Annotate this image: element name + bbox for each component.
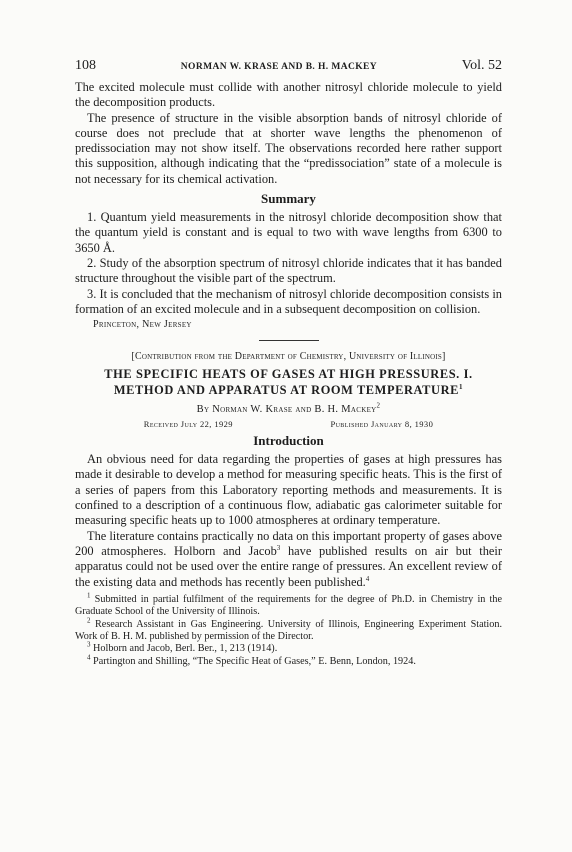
article-authors: By Norman W. Krase and B. H. Mackey$^2$ <box>196 401 381 416</box>
footnote: $^1$ Submitted in partial fulfilment of the requirements for the degree of Ph.D. in Chemistry in the Graduate School of the University of Illinois. <box>75 591 502 618</box>
article-dates <box>95 419 482 429</box>
footnote-marker: 1 <box>459 383 464 392</box>
summary-item: 3. It is concluded that the mechanism of nitrosyl chloride decomposition consists in formation of an excited molecule and in a subsequent decomposition on collision. <box>75 286 502 316</box>
footnote: $^3$ Holborn and Jacob, Berl. Ber., 1, 213 (1914). <box>87 641 278 655</box>
prev-article-paragraph: The presence of structure in the visible absorption bands of nitrosyl chloride of course does not preclude that at shorter wave lengths the phenomenon of predissociation may not show itself. The observations recorded here rather support this supposition, although indicating that the “predissociation” state of a molecule is not necessary for its chemical activation. <box>75 110 502 186</box>
prev-article-paragraph: The excited molecule must collide with another nitrosyl chloride molecule to yield the decomposition products. <box>75 80 502 110</box>
footnote-marker: 4 <box>365 574 370 583</box>
author-location: Princeton, New Jersey <box>93 319 192 331</box>
published-date: Published January 8, 1930 <box>330 419 434 430</box>
footnote-marker: 3 <box>276 543 281 552</box>
footnote-marker: 2 <box>376 401 381 410</box>
page-number: 108 <box>75 58 96 73</box>
intro-heading: Introduction <box>253 433 324 449</box>
article-title <box>75 366 502 398</box>
summary-item: 2. Study of the absorption spectrum of nitrosyl chloride indicates that it has banded structure throughout the visible part of the spectrum. <box>75 255 502 286</box>
intro-paragraph: The literature contains practically no data on this important property of gases above 200 atmospheres. Holborn and Jacob$^3$ have published results on air but their apparatus could not be used over the entire range of pressures. An excellent review of the existing data and methods has recently been published.$^4$ <box>75 528 502 589</box>
section-divider <box>259 340 319 341</box>
volume-label: Vol. 52 <box>461 58 502 73</box>
title-line: METHOD AND APPARATUS AT ROOM TEMPERATURE$^1$ <box>113 383 464 398</box>
page-header <box>75 58 502 80</box>
journal-page <box>75 58 502 668</box>
footnote: $^4$ Partington and Shilling, “The Specific Heat of Gases,” E. Benn, London, 1924. <box>87 653 416 667</box>
intro-paragraph: An obvious need for data regarding the properties of gases at high pressures has made it desirable to develop a method for measuring specific heats. This is the first of a series of papers from this Laboratory reporting methods and measurements. It is confined to a description of a continuous flow, adiabatic gas calorimeter suitable for measuring specific heats up to 1000 atmospheres at ordinary temperature. <box>75 452 502 528</box>
contribution-line: [Contribution from the Department of Chemistry, University of Illinois] <box>131 351 446 363</box>
summary-item: 1. Quantum yield measurements in the nitrosyl chloride decomposition show that the quantum yield is constant and is equal to two with wave lengths from 6300 to 3650 Å. <box>75 210 502 255</box>
received-date: Received July 22, 1929 <box>143 419 233 430</box>
title-line: THE SPECIFIC HEATS OF GASES AT HIGH PRESSURES. I. <box>104 367 473 382</box>
running-head: NORMAN W. KRASE AND B. H. MACKEY <box>180 62 377 72</box>
summary-heading: Summary <box>261 191 316 207</box>
footnote: $^2$ Research Assistant in Gas Engineering. University of Illinois, Engineering Experiment Station. Work of B. H. M. published by permission of the Director. <box>75 616 502 643</box>
